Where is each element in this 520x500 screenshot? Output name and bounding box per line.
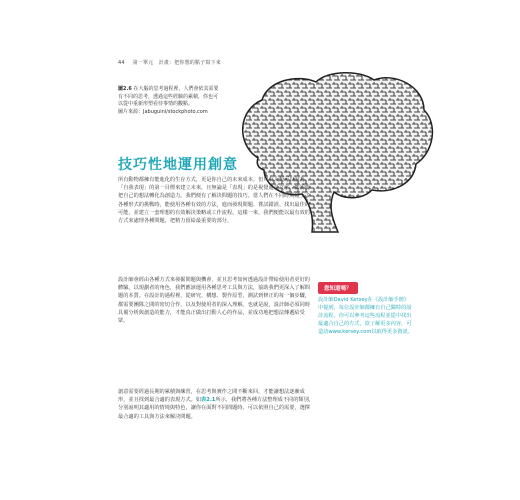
figure-caption-text: 在大腦的思考過程裡，人們會依其需要有不同的思考，透過這些經驗的累積，你也可以從中重新形塑看待事情的觀點。 <box>118 86 219 107</box>
figure-credit: 圖片來源：Jabuguini/stockphoto.com <box>118 108 208 115</box>
paragraph-text: 所有動物都擁有能進化的生存方式，更是你自己的未來成本。但只有人類可以說為「自我表現」的第一目標來建立未來，且無論是「表現」的是視覺還是文字，都需要把自己的想法轉化為創造力。我們便有了解決問題的技巧。當人們在不同時期碰上了各種形式的挑戰時，能使用各種有效的方法，進而發現問題、嘗試錯誤、找出最佳的可能，並建立一套理想的有效解決策略或工作流程。這樣一來，我們便能以最有效的方式來處理各種問題，把精力留給最重要的部分。 <box>118 177 310 225</box>
paragraph-text: 創意需要經過長期的累積與練習，在思考與實作之間不斷來回，才能讓想法逐漸成形，並且找到最合適的表現方式。如 <box>118 389 305 404</box>
body-paragraph <box>118 388 314 421</box>
did-you-know-text: 設計師David Kersey在《設計師手冊》中提到，每位設計師都擁有自己獨特的設計流程。你可以參考這些流程並從中找出最適合自己的方式，欲了解更多內容，可造訪www.kersey.com以取得更多資訊。 <box>318 297 413 335</box>
table-reference: 表2.1 <box>201 397 216 404</box>
did-you-know-tag: 您知道嗎？ <box>318 282 358 294</box>
section-title: 第一單元 計畫：把你想的點子寫下來 <box>132 60 221 66</box>
body-paragraph <box>118 276 314 325</box>
running-header <box>118 59 221 66</box>
paragraph-text: 所示，我們將各種方法整理成不同的類別，分別說明其適用的情境與特色，讓你在面對不同問題時，可以依照自己的需要，選擇最合適的工具與方法來解決問題。 <box>118 397 314 420</box>
figure-label: 圖2.6 <box>118 86 132 92</box>
page-number: 44 <box>118 60 125 66</box>
section-heading: 技巧性地運用創意 <box>118 157 238 173</box>
paragraph-text: 設計師會經由各種方式來發掘問題與機會，並且思考如何透過設計帶給使用者更好的體驗。以規劃者的角色，我們應該運用各種思考工具與方法，協助我們更深入了解問題的本質。在設計的過程裡，從研究、構想、製作原型、測試到修正的每一個步驟，都需要團隊之間的密切合作，以及對使用者的深入理解。也就是說，設計師必須同時具備分析與創造的能力，才能真正做出打動人心的作品，並成功地把想法傳遞給受眾。 <box>118 277 310 325</box>
body-paragraph <box>118 176 314 225</box>
figure-caption <box>118 86 222 116</box>
